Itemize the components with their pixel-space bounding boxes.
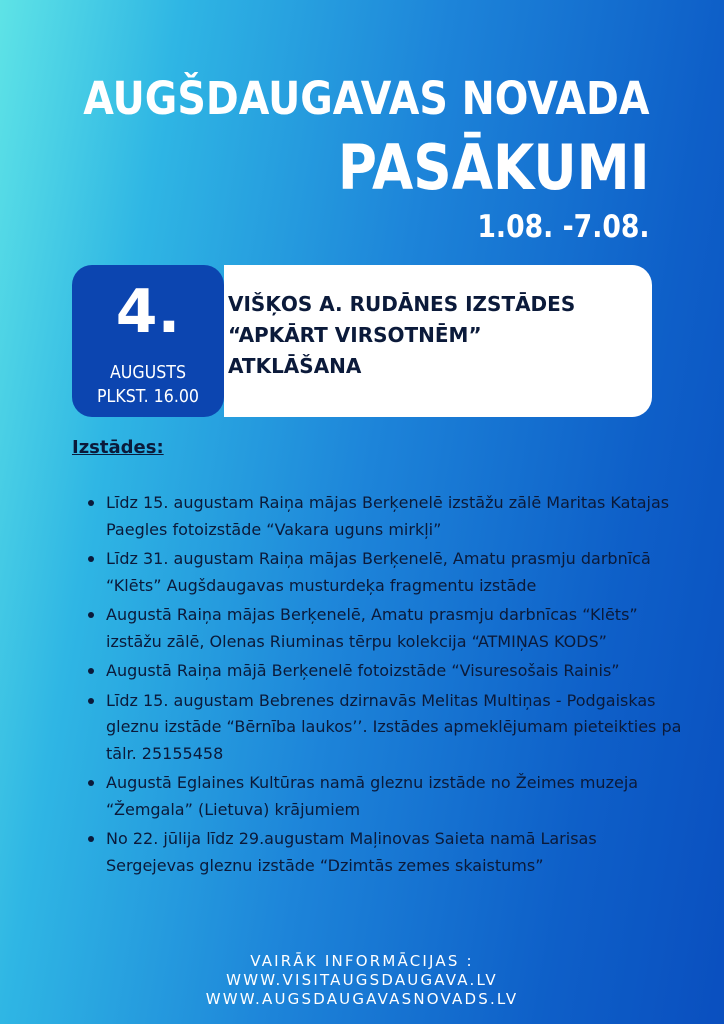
event-title: [224, 289, 644, 382]
event-day: 4.: [115, 277, 181, 347]
event-month: AUGUSTS: [109, 362, 187, 383]
poster-title-events: PASĀKUMI: [338, 131, 650, 204]
exhibitions-list: [86, 490, 686, 882]
list-item: Līdz 31. augustam Raiņa mājas Berķenelē, Amatu prasmju darbnīcā “Klēts” Augšdaugavas musturdeķa fragmentu izstāde: [86, 546, 686, 599]
event-title-line: ATKLĀŠANA: [228, 354, 362, 378]
event-title-line: VIŠĶOS A. RUDĀNES IZSTĀDES: [228, 292, 576, 316]
list-item: No 22. jūlija līdz 29.augustam Maļinovas Saieta namā Larisas Sergejevas gleznu izstāde “Dzimtās zemes skaistums”: [86, 826, 686, 879]
event-title-line: “APKĀRT VIRSOTNĒM”: [228, 323, 482, 347]
poster-title-region: AUGŠDAUGAVAS NOVADA: [83, 72, 650, 125]
exhibitions-heading: Izstādes:: [72, 437, 164, 458]
footer: [0, 952, 724, 1009]
date-range: 1.08. -7.08.: [477, 209, 650, 245]
list-item: Līdz 15. augustam Bebrenes dzirnavās Melitas Multiņas - Podgaiskas gleznu izstāde “Bērnība laukos’’. Izstādes apmeklējumam pieteikties pa tālr. 25155458: [86, 688, 686, 768]
more-info-label: VAIRĀK INFORMĀCIJAS :: [250, 952, 474, 970]
event-date-badge: [72, 265, 224, 417]
event-title-card: [224, 265, 652, 417]
list-item: Augustā Raiņa mājas Berķenelē, Amatu prasmju darbnīcas “Klēts” izstāžu zālē, Olenas Riuminas tērpu kolekcija “ATMIŅAS KODS”: [86, 602, 686, 655]
list-item: Augustā Eglaines Kultūras namā gleznu izstāde no Žeimes muzeja “Žemgala” (Lietuva) krājumiem: [86, 770, 686, 823]
poster-header: [6, 68, 650, 248]
list-item: Līdz 15. augustam Raiņa mājas Berķenelē izstāžu zālē Maritas Katajas Paegles fotoizstāde “Vakara uguns mirkļi”: [86, 490, 686, 543]
visit-website-link[interactable]: WWW.VISITAUGSDAUGAVA.LV: [226, 971, 498, 989]
featured-event: [72, 265, 652, 417]
county-website-link[interactable]: WWW.AUGSDAUGAVASNOVADS.LV: [205, 990, 519, 1008]
list-item: Augustā Raiņa mājā Berķenelē fotoizstāde “Visuresošais Rainis”: [86, 658, 686, 685]
event-time: PLKST. 16.00: [96, 386, 200, 407]
